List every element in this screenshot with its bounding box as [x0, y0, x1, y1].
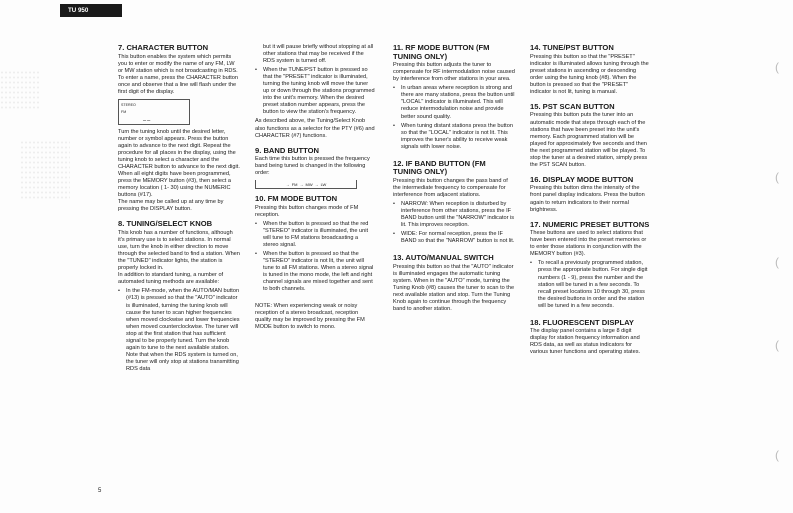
- list-item: • WIDE: For normal reception, press the IF BAND so that the "NARROW" button is not lit.: [393, 231, 516, 245]
- paragraph: When all eight digits have been programmed, press the MEMORY button (#3), then select a memory location ( 1- 30) using the NUMERIC buttons (#17).: [118, 171, 231, 199]
- column-1: [118, 44, 240, 375]
- list-item: • In urban areas where reception is strong and there are many stations, press the button until "LOCAL" indicator is illuminated. This will reduce intermodulation noise and provide better sound quality.: [393, 85, 516, 120]
- column-2: [255, 44, 375, 331]
- binding-hole-icon: (: [775, 338, 779, 352]
- section-title: 16. DISPLAY MODE BUTTON: [530, 174, 634, 184]
- paragraph: Turn the tuning knob until the desired letter, number or symbol appears. Press the button again to advance to the next digit. Repeat the procedure for all places in the display, using the tuning knob to select a character and the CHARACTER button to advance to the next digit.: [118, 128, 240, 171]
- header-tab: TU 950: [60, 4, 122, 17]
- paragraph: but it will pause briefly without stopping at all other stations that may be received if the RDS system is turned off.: [263, 44, 374, 65]
- paragraph: Pressing this button adjusts the tuner to compensate for RF intermodulation noise caused by interference from other stations in your area.: [393, 62, 515, 83]
- section-title: 14. TUNE/PST BUTTON: [530, 43, 614, 52]
- arrow-icon: →: [299, 181, 304, 187]
- paragraph: Pressing this button changes mode of FM reception.: [255, 204, 359, 218]
- binding-hole-icon: (: [775, 60, 779, 74]
- page-number: 5: [98, 488, 102, 494]
- column-3: [393, 44, 516, 313]
- list-item: • When the button is pressed so that the "STEREO" indicator is not lit, the unit will tune to all FM stations. When a stereo signal is tuned in the mono mode, the left and right channel signals are mixed together and sent to both channels.: [255, 251, 375, 293]
- section-title: 18. FLUORESCENT DISPLAY: [530, 317, 634, 327]
- band-label: LW: [320, 181, 327, 187]
- binding-hole-icon: (: [775, 448, 779, 462]
- note: NOTE: When experiencing weak or noisy reception of a stereo broadcast, reception quality may be improved by pressing the FM MODE button to switch to mono.: [255, 302, 365, 330]
- paragraph: To enter a name, press the CHARACTER button once and observe that a line will flash under the first digit of the display.: [118, 74, 239, 95]
- section-title: 15. PST SCAN BUTTON: [530, 101, 615, 111]
- arrow-icon: →: [314, 181, 319, 187]
- cursor-glyph: ▁▁: [143, 115, 152, 121]
- list-item: • When the button is pressed so that the red "STEREO" indicator is illuminated, the unit will tune to FM stations broadcasting a stereo signal.: [255, 221, 375, 249]
- paragraph: Pressing this button puts the tuner into an automatic mode that steps through each of the stations that have been preset into the unit's memory. Each programmed station will be played for approximately five seconds and then the next programmed station will be played. To stop the tuner at a desired station, simply press the PST SCAN button.: [530, 112, 648, 168]
- section-title: 13. AUTO/MANUAL SWITCH: [393, 253, 494, 263]
- column-4: [530, 44, 650, 357]
- band-label: MW: [305, 181, 313, 187]
- section-title: 7. CHARACTER BUTTON: [118, 43, 209, 52]
- binding-hole-icon: (: [775, 170, 779, 184]
- paragraph: The name may be called up at any time by pressing the DISPLAY button.: [118, 199, 224, 213]
- paragraph: In addition to standard tuning, a number of automated tuning methods are available:: [118, 272, 224, 286]
- paragraph: Pressing this button dims the intensity of the front panel display indicators. Press the button again to return indicators to their normal brightness.: [530, 185, 645, 213]
- list-item: • When the TUNE/PST button is pressed so that the "PRESET" indicator is illuminated, turning the tuning knob will move the tuner up or down through the stations programmed into the unit's memory. When the desired preset station number appears, press the button to view the station's frequency.: [255, 67, 375, 116]
- list-item: • NARROW: When reception is disturbed by interference from other stations, press the IF BAND button until the "NARROW" indicator is lit. This improves reception.: [393, 201, 516, 229]
- paragraph: Pressing this button so that the "PRESET" indicator is illuminated allows tuning through the preset stations in ascending or descending order using the tuning knob (#8). When the button is pressed so that the "PRESET" indicator is not lit, tuning is manual.: [530, 53, 649, 95]
- scan-speckle: [20, 140, 70, 200]
- lcd-label: FM: [121, 109, 127, 114]
- band-label: FM: [291, 181, 298, 187]
- list-item: • In the FM-mode, when the AUTO/MAN button (#13) is pressed so that the "AUTO" indicator is illuminated, turning the tuning knob will cause the tuner to scan higher frequencies when moved clockwise and lower frequencies when moved counterclockwise. The tuner will stop at the first station that has sufficient signal to be properly tuned. Turn the knob again to tune to the next available station. Note that when the RDS system is turned on, the tuner will only stop at stations transmitting RDS data: [118, 288, 240, 373]
- paragraph: As described above, the Tuning/Select Knob also functions as a selector for the PTY (#6) and CHARACTER (#7) functions.: [255, 118, 375, 139]
- paragraph: Pressing this button so that the "AUTO" indicator is illuminated engages the automatic tuning system. When in the "AUTO" mode, turning the Tuning Knob (#8) causes the tuner to scan to the next available station and stop. Turn the Tuning Knob again to continue through the frequency band to another station.: [393, 263, 515, 313]
- paragraph: This button enables the system which permits you to enter or modify the name of any FM, LW or MW station which is not broadcasting in RDS.: [118, 53, 238, 74]
- paragraph: Each time this button is pressed the frequency band being tuned is changed in the following order:: [255, 156, 370, 177]
- section-title: 8. TUNING/SELECT KNOB: [118, 219, 213, 229]
- list-item: • When tuning distant stations press the button so that the "LOCAL" indicator is not lit. This improves the tuner's ability to receive weak signals with lower noise.: [393, 123, 516, 151]
- section-title: 9. BAND BUTTON: [255, 145, 319, 155]
- display-illustration: [118, 99, 190, 125]
- paragraph: Pressing this button changes the pass band of the intermediate frequency to compensate for interference from adjacent stations.: [393, 177, 508, 199]
- section-title: 11. RF MODE BUTTON (FM TUNING ONLY): [393, 43, 490, 61]
- band-order-diagram: [255, 180, 357, 189]
- section-title: 10. FM MODE BUTTON: [255, 194, 338, 204]
- paragraph: This knob has a number of functions, although it's primary use is to select stations. In normal use, turn the knob in either direction to move through the selected band to find a station. When the "TUNED" indicator lights, the station is properly locked in.: [118, 230, 240, 272]
- arrow-icon: →: [285, 181, 290, 187]
- binding-hole-icon: (: [775, 255, 779, 269]
- paragraph: These buttons are used to select stations that have been entered into the preset memories or to enter those stations in conjunction with the MEMORY button (#3).: [530, 230, 647, 258]
- paragraph: The display panel contains a large 8 digit display for station frequency information and RDS data, as well as status indicators for various tuner functions and operating states.: [530, 328, 641, 356]
- lcd-label: STEREO: [121, 102, 136, 107]
- section-title: 12. IF BAND BUTTON (FM TUNING ONLY): [393, 158, 486, 177]
- scan-speckle: [0, 70, 40, 110]
- section-title: 17. NUMERIC PRESET BUTTONS: [530, 219, 650, 229]
- list-item: • To recall a previously programmed station, press the appropriate button. For single digit numbers (1 - 9), press the number and the station will be tuned in a few seconds. To recall preset locations 10 through 30, press the desired buttons in order and the station will be tuned in a few seconds.: [530, 260, 650, 309]
